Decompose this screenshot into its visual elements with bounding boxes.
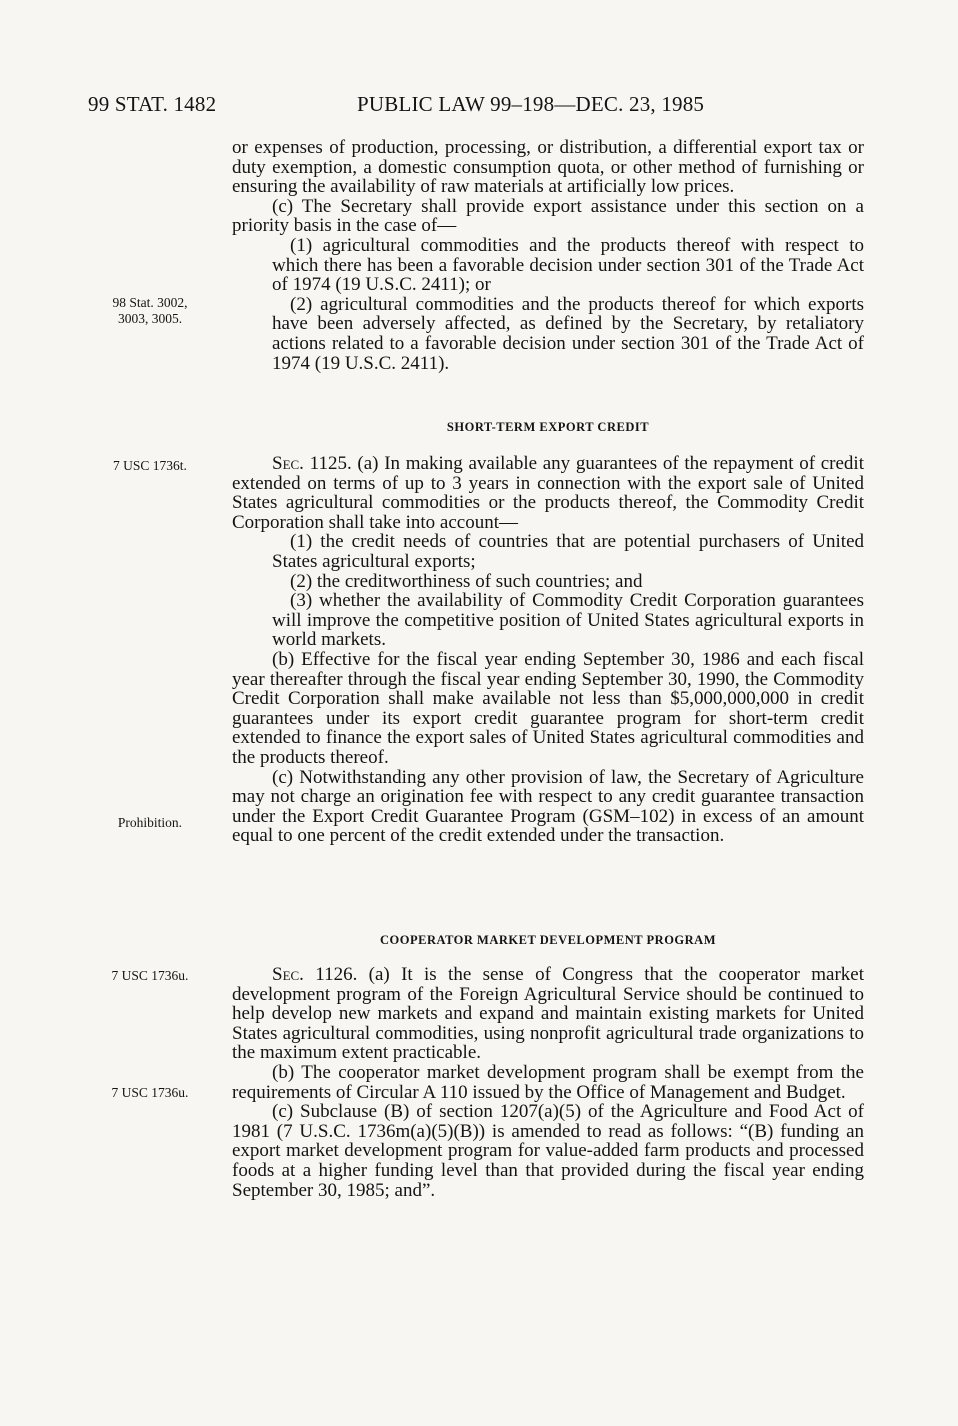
paragraph-c1: (1) agricultural commodities and the products thereof with respect to which there has been a favorable decision under section 301 of the Trade Act of 1974 (19 U.S.C. 2411); or (272, 234, 864, 296)
section-1125 (232, 454, 864, 846)
section-1125-a3: (3) whether the availability of Commodity Credit Corporation guarantees will improve the competitive position of United States agricultural exports in world markets. (272, 590, 864, 651)
margin-note-usc-1736u-a: 7 USC 1736u. (111, 968, 189, 983)
section-1126-b: (b) The cooperator market development program shall be exempt from the requirements of Circular A 110 issued by the Office of Management and Budget. (232, 1061, 864, 1103)
section-1126-a (232, 965, 864, 1063)
section-1125-b: (b) Effective for the fiscal year ending September 30, 1986 and each fiscal year thereafter through the fiscal year ending September 30, 1990, the Commodity Credit Corporation shall make available not less than $5,000,000,000 in credit guarantees under its export credit guarantee program for short-term credit extended to finance the export sales of United States agricultural commodities and the products thereof. (232, 648, 864, 768)
margin-note-usc-1736t: 7 USC 1736t. (113, 458, 187, 473)
paragraph-c2: (2) agricultural commodities and the products thereof for which exports have been adversely affected, as defined by the Secretary, by retaliatory actions related to a favorable decision under section 301 of the Trade Act of 1974 (19 U.S.C. 2411). (272, 293, 864, 374)
section-1125-a2: (2) the creditworthiness of such countries; and (290, 570, 643, 592)
margin-note-stat-ref-line2: 3003, 3005. (117, 311, 183, 326)
margin-note-stat-ref (70, 295, 230, 327)
section-1125-c: (c) Notwithstanding any other provision of law, the Secretary of Agriculture may not charge an origination fee with respect to any credit guarantee transaction under the Export Credit Guarantee Program (GSM–102) in excess of an amount equal to one percent of the credit extended under the transaction. (232, 766, 864, 847)
margin-note-stat-ref-line1: 98 Stat. 3002, (112, 295, 188, 310)
margin-note-prohibition: Prohibition. (117, 815, 183, 830)
section-label: Sec. (272, 964, 304, 985)
continuation-block (232, 138, 864, 373)
section-heading-short-term-export-credit: SHORT-TERM EXPORT CREDIT (446, 420, 650, 434)
section-1126 (232, 965, 864, 1200)
paragraph-c-priority: (c) The Secretary shall provide export assistance under this section on a priority basis in the case of— (232, 195, 864, 237)
paragraph-continuation: or expenses of production, processing, or distribution, a differential export tax or duty exemption, a domestic consumption quota, or other method of furnishing or ensuring the availability of raw materials at artificially low prices. (232, 137, 864, 198)
section-1125-a1: (1) the credit needs of countries that are potential purchasers of United States agricultural exports; (272, 531, 864, 572)
margin-note-usc-1736u-b: 7 USC 1736u. (111, 1085, 189, 1100)
header-public-law: PUBLIC LAW 99–198—DEC. 23, 1985 (357, 92, 705, 116)
section-heading-cooperator-market-development: COOPERATOR MARKET DEVELOPMENT PROGRAM (380, 933, 716, 947)
section-1125-a-text: 1125. (a) In making available any guarantees of the repayment of credit extended on terms of up to 3 years in connection with the export sale of United States agricultural commodities or the products thereof, the Commodity Credit Corporation shall take into account— (232, 453, 864, 533)
section-label: Sec. (272, 453, 304, 474)
section-1126-c: (c) Subclause (B) of section 1207(a)(5) of the Agriculture and Food Act of 1981 (7 U.S.C. 1736m(a)(5)(B)) is amended to read as follows: “(B) funding an export market development program for value-added farm products and processed foods at a higher funding level than that provided during the fiscal year ending September 30, 1985; and”. (232, 1101, 864, 1201)
section-1125-a (232, 454, 864, 532)
header-stat-citation: 99 STAT. 1482 (88, 92, 217, 116)
section-1126-a-text: 1126. (a) It is the sense of Congress that the cooperator market development program of the Foreign Agricultural Service should be continued to help develop new markets and expand and maintain existing markets for United States agricultural commodities, using nonprofit agricultural trade organizations to the maximum extent practicable. (232, 964, 865, 1064)
